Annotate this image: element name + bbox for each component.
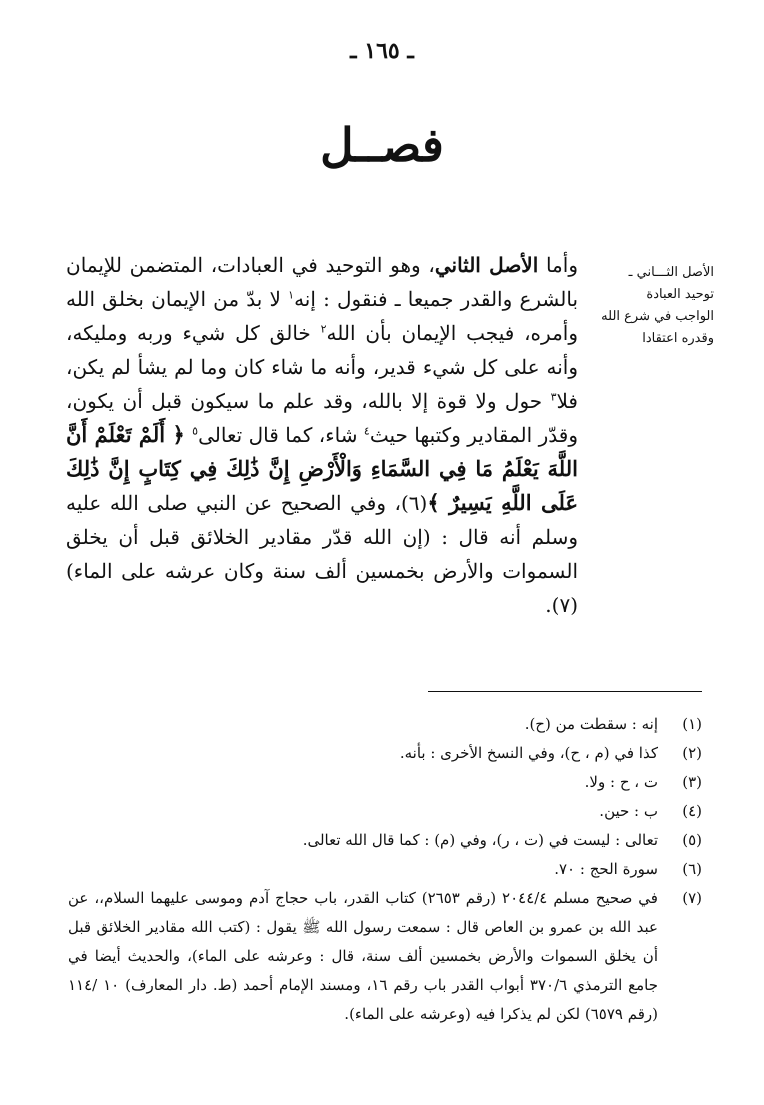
margin-note-line: الواجب في شرع الله xyxy=(601,309,714,324)
footnote-ref: ٢ xyxy=(320,322,327,336)
margin-note xyxy=(596,262,714,350)
main-paragraph xyxy=(66,248,578,622)
footnote-number: (٤) xyxy=(682,802,702,820)
footnote-text: إنه : سقطت من (ح). xyxy=(524,715,658,733)
footnote xyxy=(68,768,702,797)
footnote-text: كذا في (م ، ح)، وفي النسخ الأخرى : بأنه. xyxy=(399,744,658,762)
footnote-number: (١) xyxy=(682,715,702,733)
footnote-ref: ٤ xyxy=(363,424,370,438)
text-segment: وأما xyxy=(538,253,578,277)
quran-verse: ﴿ أَلَمْ تَعْلَمْ أَنَّ اللَّهَ يَعْلَمُ مَا فِي السَّمَاءِ وَالْأَرْضِ إِنَّ ذَٰلِكَ فِي كِتَابٍ إِنَّ ذَٰلِكَ عَلَى اللَّهِ يَسِيرٌ ﴾ xyxy=(66,422,578,515)
footnote-text: تعالى : ليست في (ت ، ر)، وفي (م) : كما قال الله تعالى. xyxy=(302,831,658,849)
text-segment: خالق كل شيء وربه ومليكه، وأنه على كل شيء قدير، وأنه ما شاء كان وما لم يشأ لم يكن، فلا xyxy=(66,321,578,413)
footnote-number: (٧) xyxy=(682,889,702,907)
margin-note-line: وقدره اعتقادا xyxy=(642,331,714,346)
footnote-number: (٢) xyxy=(682,744,702,762)
footnote xyxy=(68,797,702,826)
text-segment: شاء، كما قال تعالى xyxy=(198,423,364,447)
chapter-title: فصــل xyxy=(320,118,444,172)
footnote-ref: ١ xyxy=(288,288,295,302)
text-segment: (٦)، وفي الصحيح عن النبي صلى الله عليه وسلم أنه قال : (إن الله قدّر مقادير الخلائق قبل أن يخلق السموات والأرض بخمسين ألف سنة وكان عرشه على الماء)(٧). xyxy=(66,491,578,617)
bold-term: الأصل الثاني xyxy=(434,253,539,277)
footnote-text: سورة الحج : ٧٠. xyxy=(554,860,658,878)
footnote-number: (٥) xyxy=(682,831,702,849)
footnote xyxy=(68,739,702,768)
footnote-text: ب : حين. xyxy=(599,802,658,820)
footnote xyxy=(68,826,702,855)
footnote-number: (٣) xyxy=(682,773,702,791)
text-segment: حول ولا قوة إلا بالله، وقد علم ما سيكون قبل أن يكون، وقدّر المقادير وكتبها حيث xyxy=(66,389,579,447)
footnote xyxy=(68,884,702,1029)
footnote-text: ت ، ح : ولا. xyxy=(584,773,658,791)
footnotes xyxy=(68,710,702,1029)
footnote xyxy=(68,855,702,884)
text-segment: لا بدّ من الإيمان بخلق الله وأمره، فيجب الإيمان بأن الله xyxy=(66,287,579,345)
margin-note-line: الأصل الثـــاني ـ xyxy=(628,265,714,280)
footnote-divider xyxy=(428,691,702,692)
footnote-ref: ٣ xyxy=(550,390,557,404)
page-number: ـ ١٦٥ ـ xyxy=(350,38,414,64)
footnote xyxy=(68,710,702,739)
footnote-text: في صحيح مسلم ٢٠٤٤/٤ (رقم ٢٦٥٣) كتاب القدر، باب حجاج آدم وموسى عليهما السلام،، عن عبد الله بن عمرو بن العاص قال : سمعت رسول الله ﷺ يقول : (كتب الله مقادير الخلائق قبل أن يخلق السموات والأرض بخمسين ألف سنة، قال : وعرشه على الماء)، والحديث أيضا في جامع الترمذي ٣٧٠/٦ أبواب القدر باب رقم ١٦، ومسند الإمام أحمد (ط. دار المعارف) ١٠ /١١٤ (رقم ٦٥٧٩) لكن لم يذكرا فيه (وعرشه على الماء). xyxy=(68,889,658,1023)
footnote-ref: ٥ xyxy=(192,424,199,438)
footnote-number: (٦) xyxy=(682,860,702,878)
margin-note-line: توحيد العبادة xyxy=(646,287,714,302)
text-segment: ، وهو التوحيد في العبادات، المتضمن للإيمان بالشرع والقدر جميعا ـ فنقول : إنه xyxy=(66,253,579,311)
